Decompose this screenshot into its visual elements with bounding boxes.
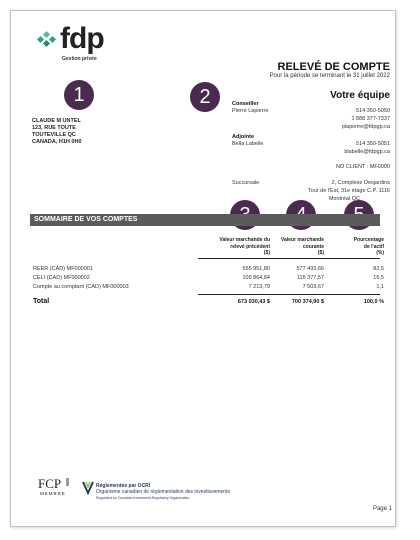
assistant-label: Adjointe xyxy=(232,134,254,140)
statement-period: Pour la période se terminant le 31 juillet 2022 xyxy=(269,73,390,79)
header-rule xyxy=(198,258,380,259)
total-label: Total xyxy=(33,298,50,305)
col-header-line: Pourcentage xyxy=(353,237,384,243)
branch-address-line: 2, Complexe Desjardins xyxy=(331,180,390,186)
advisor-label: Conseiller xyxy=(232,101,259,107)
col-header-line: Valeur marchande xyxy=(280,237,324,243)
fdp-logo xyxy=(36,24,104,54)
fcp-mark-icon xyxy=(66,478,69,486)
client-address-line: TOUTEVILLE QC xyxy=(32,132,76,138)
page-number: Page 1 xyxy=(372,506,392,512)
advisor-phone: 514 350-5050 xyxy=(356,108,390,114)
account-percent: 82,5 xyxy=(373,266,384,272)
client-name: CLAUDE M UNTEL xyxy=(32,118,81,124)
client-address-line: CANADA, H1H 0H0 xyxy=(32,139,82,145)
account-percent: 1,1 xyxy=(376,284,384,290)
assistant-phone: 514 350-5051 xyxy=(356,141,390,147)
assistant-name: Bella Labelle xyxy=(232,141,264,147)
account-current-value: 7 503,67 xyxy=(302,284,324,290)
logo-subtitle: Gestion privée xyxy=(62,56,97,62)
account-row-label: Compte au comptant (CAD) MF000003 xyxy=(33,284,129,290)
account-prev-value: 7 213,79 xyxy=(248,284,270,290)
col-header-line: ($) xyxy=(317,250,324,256)
account-row-label: REER (CAD) MF000001 xyxy=(33,266,93,272)
col-header-line: relevé précédent xyxy=(230,243,270,250)
col-header-line: courante xyxy=(302,243,324,250)
team-title: Votre équipe xyxy=(330,90,390,101)
client-address-line: 123, RUE TOUTE xyxy=(32,125,76,131)
account-prev-value: 109 864,84 xyxy=(242,275,270,281)
account-row-label: CELI (CAD) MF000002 xyxy=(33,275,90,281)
client-number: NO CLIENT : MF0000 xyxy=(336,164,390,170)
col-header-previous-value xyxy=(219,237,270,257)
total-current-value: 700 374,90 $ xyxy=(291,299,324,305)
total-rule xyxy=(198,294,380,295)
ocri-text xyxy=(96,483,230,501)
ocri-title: Réglementée par OCRI xyxy=(96,483,151,489)
account-current-value: 577 493,66 xyxy=(296,266,324,272)
col-header-line: de l'actif xyxy=(363,243,384,250)
marker-1: 1 xyxy=(64,80,94,110)
account-current-value: 115 377,57 xyxy=(296,275,324,281)
advisor-name: Pierre Lapierre xyxy=(232,108,269,114)
col-header-current-value xyxy=(281,237,324,257)
branch-label: Succursale xyxy=(232,180,260,186)
total-prev-value: 673 030,43 $ xyxy=(237,299,270,305)
fcp-member-label: MEMBRE xyxy=(40,491,66,496)
assistant-email[interactable]: blabelle@fdpgp.ca xyxy=(344,149,390,155)
advisor-phone-tollfree: 1 888 377-7337 xyxy=(351,116,390,122)
fcp-logo: FCP xyxy=(38,476,62,491)
client-address xyxy=(32,118,82,146)
branch-address-line: Montréal QC xyxy=(328,196,360,202)
ocri-name-fr: Organisme canadien de réglementation des investissements xyxy=(96,489,230,495)
ocri-shield-icon xyxy=(82,481,94,500)
account-prev-value: 555 951,80 xyxy=(242,266,270,272)
col-header-line: ($) xyxy=(263,250,270,256)
total-percent: 100,0 % xyxy=(363,299,384,305)
summary-banner xyxy=(30,214,380,226)
col-header-line: (%) xyxy=(376,250,384,256)
account-percent: 16,5 xyxy=(373,275,384,281)
logo-text: fdp xyxy=(60,22,104,55)
col-header-asset-percent xyxy=(354,237,384,257)
marker-2: 2 xyxy=(190,82,220,112)
col-header-line: Valeur marchande du xyxy=(219,237,270,243)
statement-title: RELEVÉ DE COMPTE xyxy=(277,61,390,73)
branch-address-line: Tour de l'Est, 31e étage C.P. 1116 xyxy=(307,188,390,194)
logo-dots-icon xyxy=(36,30,58,48)
summary-title: SOMMAIRE DE VOS COMPTES xyxy=(34,216,138,223)
advisor-email[interactable]: plapierre@fdpgp.ca xyxy=(341,124,390,130)
ocri-name-en: Regulated by Canadian Investment Regulatory Organization xyxy=(96,496,190,500)
